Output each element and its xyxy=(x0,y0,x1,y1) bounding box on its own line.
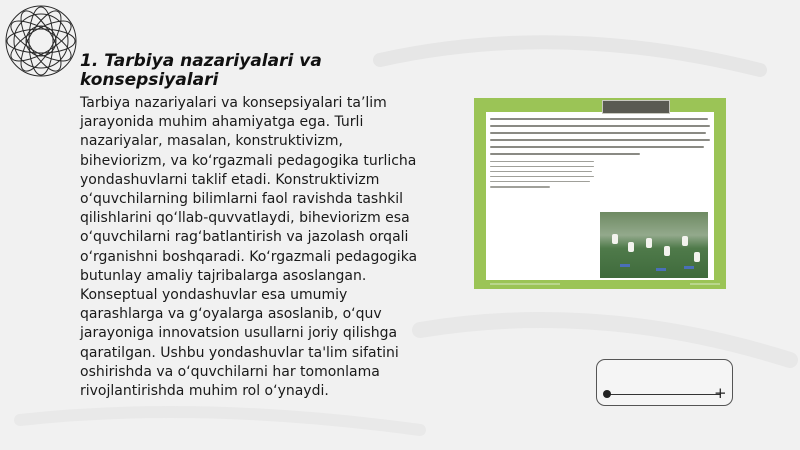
slide-title: 1. Tarbiya nazariyalari va konsepsiyalari xyxy=(80,51,322,90)
slide-body-text: Tarbiya nazariyalari va konsepsiyalari ta’lim jarayonida muhim ahamiyatga ega. Turli nazariyalar, masalan, konstruktivizm, biheviorizm, va ko‘rgazmali pedagogika turlicha yondashuvlarni taklif etadi. Konstruktivizm o‘quvchilarning bilimlarni faol ravishda tashkil qilishlarini qo‘llab-quvvatlaydi, biheviorizm esa o‘quvchilarni rag‘batlantirish va jazolash orqali o‘rganishni boshqaradi. Ko‘rgazmali pedagogika butunlay amaliy tajribalarga asoslangan. Konseptual yondashuvlar esa umumiy qarashlarga va g‘oyalarga asoslanib, o‘quv jarayoniga innovatsion usullarni joriy qilishga qaratilgan. Ushbu yondashuvlar ta'lim sifatini oshirishda va o‘quvchilarni har tomonlama rivojlantirishda muhim rol o‘ynaydi. xyxy=(80,95,418,400)
timeline-widget xyxy=(596,359,733,406)
dot-icon xyxy=(603,390,611,398)
document-tab-marker xyxy=(602,100,670,114)
geometric-rosette-icon xyxy=(4,4,78,78)
document-footer xyxy=(490,283,720,285)
plus-icon[interactable]: + xyxy=(714,384,727,402)
classroom-photo xyxy=(600,212,708,278)
timeline-line xyxy=(607,394,721,395)
document-page-image xyxy=(486,112,714,280)
document-text-lines xyxy=(490,118,710,191)
